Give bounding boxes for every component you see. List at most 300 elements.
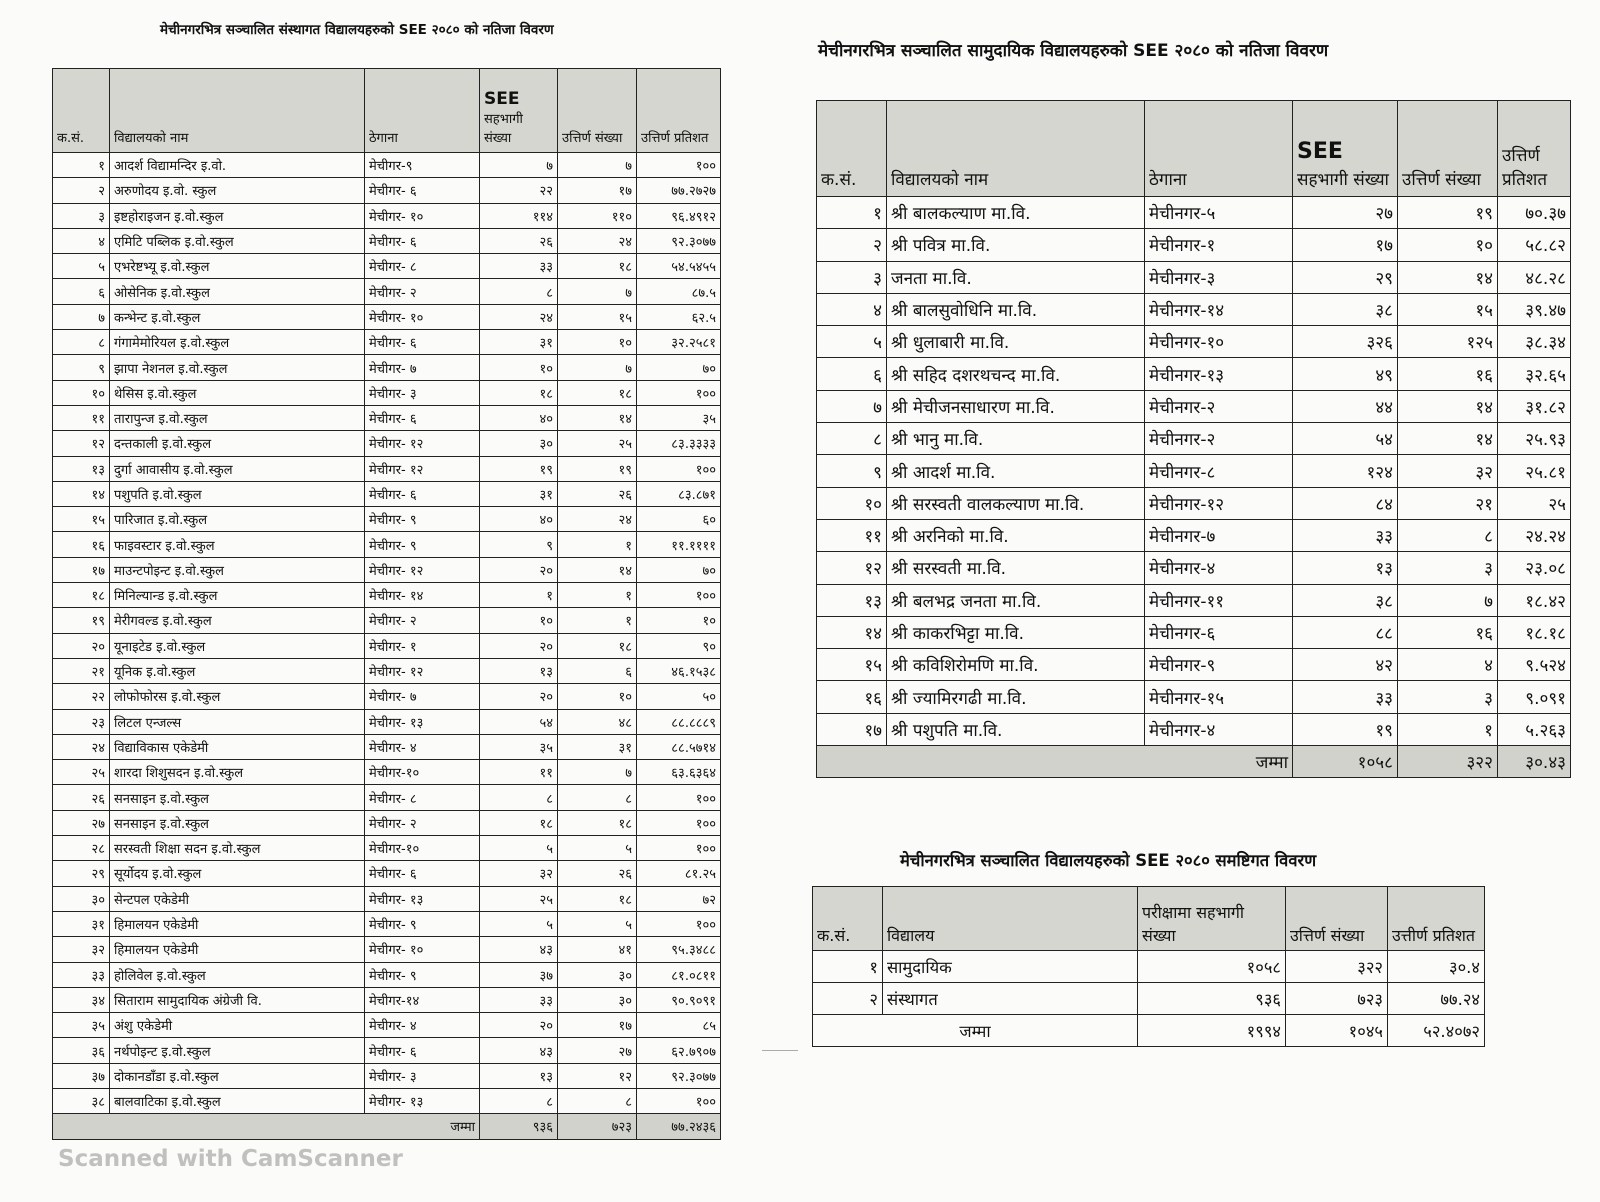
- cell-passed: ३२२: [1286, 951, 1388, 983]
- cell-passed: १९: [1398, 197, 1498, 229]
- cell-sn: १२: [53, 431, 110, 456]
- cell-sn: ५: [817, 326, 887, 358]
- cell-percent: १००: [637, 810, 721, 835]
- table-row: [53, 658, 721, 683]
- cell-passed: ८: [558, 785, 637, 810]
- cell-passed: ७: [558, 355, 637, 380]
- cell-name: श्री सरस्वती वालकल्याण मा.वि.: [887, 487, 1145, 519]
- cell-participants: ३२६: [1293, 326, 1398, 358]
- table-row: [53, 279, 721, 304]
- table-row: [53, 583, 721, 608]
- table-row: [53, 633, 721, 658]
- cell-name: सनसाइन इ.वो.स्कुल: [110, 785, 365, 810]
- cell-sn: १७: [53, 557, 110, 582]
- cell-sn: १३: [53, 456, 110, 481]
- cell-passed: १९: [558, 456, 637, 481]
- cell-name: यूनिक इ.वो.स्कुल: [110, 658, 365, 683]
- cell-percent: ५८.८२: [1498, 229, 1571, 261]
- cell-passed: ४: [1398, 649, 1498, 681]
- table-row: [53, 836, 721, 861]
- cell-name: श्री बलभद्र जनता मा.वि.: [887, 584, 1145, 616]
- cell-percent: ४६.१५३८: [637, 658, 721, 683]
- table-row: [53, 911, 721, 936]
- cell-participants: १८: [480, 810, 558, 835]
- cell-passed: १०: [558, 684, 637, 709]
- cell-participants: १२४: [1293, 455, 1398, 487]
- cell-passed: ५: [558, 911, 637, 936]
- cell-percent: ७०: [637, 355, 721, 380]
- cell-school-type: सामुदायिक: [883, 951, 1138, 983]
- cell-participants: ३१: [480, 330, 558, 355]
- cell-name: जनता मा.वि.: [887, 261, 1145, 293]
- cell-participants: ३७: [480, 962, 558, 987]
- header-participants-label: सहभागी संख्या: [484, 112, 523, 147]
- cell-address: मेचीगर- ९: [365, 532, 480, 557]
- cell-participants: १३: [480, 1063, 558, 1088]
- table-row: [53, 380, 721, 405]
- cell-passed: ४८: [558, 709, 637, 734]
- cell-sn: १०: [53, 380, 110, 405]
- header-passed: उत्तिर्ण संख्या: [1398, 101, 1498, 197]
- cell-address: मेचीगर- ६: [365, 228, 480, 253]
- table-row: [53, 304, 721, 329]
- cell-percent: २४.२४: [1498, 519, 1571, 551]
- cell-sn: १४: [53, 481, 110, 506]
- table-row: [53, 1088, 721, 1113]
- cell-percent: १००: [637, 153, 721, 178]
- cell-sn: ५: [53, 254, 110, 279]
- cell-address: मेचीनगर-२: [1145, 390, 1293, 422]
- header-participants: परीक्षामा सहभागी संख्या: [1138, 887, 1286, 951]
- table-row: [817, 649, 1571, 681]
- cell-sn: २: [817, 229, 887, 261]
- cell-passed: २५: [558, 431, 637, 456]
- cell-percent: ८१.०८११: [637, 962, 721, 987]
- cell-passed: ७: [558, 760, 637, 785]
- cell-address: मेचीनगर-११: [1145, 584, 1293, 616]
- cell-passed: ५: [558, 836, 637, 861]
- cell-percent: ३५: [637, 405, 721, 430]
- cell-sn: ४: [817, 293, 887, 325]
- table-row: [817, 229, 1571, 261]
- cell-name: दोकानडाँडा इ.वो.स्कुल: [110, 1063, 365, 1088]
- table-row: [817, 487, 1571, 519]
- divider-mark: [762, 1050, 798, 1051]
- cell-name: कन्भेन्ट इ.वो.स्कुल: [110, 304, 365, 329]
- cell-percent: ८३.८७१: [637, 481, 721, 506]
- cell-participants: ३३: [1293, 681, 1398, 713]
- cell-sn: २: [813, 983, 883, 1015]
- cell-passed: १४: [558, 405, 637, 430]
- cell-sn: २८: [53, 836, 110, 861]
- cell-participants: ११४: [480, 203, 558, 228]
- table-row: [53, 861, 721, 886]
- cell-participants: ५४: [1293, 423, 1398, 455]
- cell-passed: १५: [558, 304, 637, 329]
- table-row: [53, 456, 721, 481]
- cell-sn: ७: [53, 304, 110, 329]
- total-participants: ९३६: [480, 1114, 558, 1139]
- cell-address: मेचीनगर-१२: [1145, 487, 1293, 519]
- table-header-row: [53, 69, 721, 153]
- cell-percent: ७७.२७२७: [637, 178, 721, 203]
- header-school-name: विद्यालयको नाम: [110, 69, 365, 153]
- cell-name: श्री सरस्वती मा.वि.: [887, 552, 1145, 584]
- cell-sn: ३१: [53, 911, 110, 936]
- cell-passed: ३२: [1398, 455, 1498, 487]
- cell-sn: ३४: [53, 987, 110, 1012]
- cell-name: सेन्टपल एकेडेमी: [110, 886, 365, 911]
- cell-participants: २०: [480, 557, 558, 582]
- cell-address: मेचीगर- १२: [365, 658, 480, 683]
- cell-address: मेचीगर- १२: [365, 431, 480, 456]
- cell-passed: १: [558, 532, 637, 557]
- cell-percent: ३२.२५८१: [637, 330, 721, 355]
- cell-participants: ८४: [1293, 487, 1398, 519]
- cell-participants: २९: [1293, 261, 1398, 293]
- cell-address: मेचीनगर-१४: [1145, 293, 1293, 325]
- cell-sn: २३: [53, 709, 110, 734]
- cell-percent: ९०.९०९१: [637, 987, 721, 1012]
- cell-passed: ११०: [558, 203, 637, 228]
- table-row: [53, 1063, 721, 1088]
- cell-sn: २५: [53, 760, 110, 785]
- table-row: [53, 557, 721, 582]
- cell-passed: १: [1398, 713, 1498, 745]
- cell-participants: २०: [480, 684, 558, 709]
- header-participants: [480, 69, 558, 153]
- cell-percent: ८१.२५: [637, 861, 721, 886]
- cell-percent: १००: [637, 785, 721, 810]
- cell-name: मिनिल्यान्ड इ.वो.स्कुल: [110, 583, 365, 608]
- cell-sn: १५: [53, 507, 110, 532]
- cell-address: मेचीगर- १४: [365, 583, 480, 608]
- cell-address: मेचीगर- १३: [365, 886, 480, 911]
- total-percent: ५२.४०७२: [1388, 1015, 1485, 1047]
- cell-name: यूनाइटेड इ.वो.स्कुल: [110, 633, 365, 658]
- cell-passed: १०: [1398, 229, 1498, 261]
- table-row: [53, 405, 721, 430]
- cell-participants: ९: [480, 532, 558, 557]
- cell-name: श्री ज्यामिरगढी मा.वि.: [887, 681, 1145, 713]
- cell-sn: ३८: [53, 1088, 110, 1113]
- cell-participants: २५: [480, 886, 558, 911]
- cell-participants: ३३: [480, 987, 558, 1012]
- cell-participants: ८: [480, 1088, 558, 1113]
- cell-name: सनसाइन इ.वो.स्कुल: [110, 810, 365, 835]
- cell-address: मेचीनगर-१०: [1145, 326, 1293, 358]
- table-row: [817, 358, 1571, 390]
- cell-sn: १: [53, 153, 110, 178]
- cell-passed: ७: [1398, 584, 1498, 616]
- cell-address: मेचीगर-१४: [365, 987, 480, 1012]
- cell-address: मेचीनगर-५: [1145, 197, 1293, 229]
- cell-sn: २६: [53, 785, 110, 810]
- cell-passed: २४: [558, 507, 637, 532]
- cell-address: मेचीगर- ८: [365, 785, 480, 810]
- cell-percent: ९०: [637, 633, 721, 658]
- cell-passed: ८: [558, 1088, 637, 1113]
- cell-passed: १४: [1398, 261, 1498, 293]
- cell-participants: ४९: [1293, 358, 1398, 390]
- cell-participants: ३८: [1293, 293, 1398, 325]
- cell-percent: ६२.७९०७: [637, 1038, 721, 1063]
- cell-name: फाइवस्टार इ.वो.स्कुल: [110, 532, 365, 557]
- cell-passed: ७: [558, 279, 637, 304]
- table-row: [817, 326, 1571, 358]
- cell-address: मेचीगर- २: [365, 608, 480, 633]
- table-row: [53, 507, 721, 532]
- cell-sn: १६: [817, 681, 887, 713]
- cell-passed: २४: [558, 228, 637, 253]
- table-row: [817, 584, 1571, 616]
- cell-address: मेचीगर- १२: [365, 557, 480, 582]
- table-row: [53, 254, 721, 279]
- cell-percent: ११.११११: [637, 532, 721, 557]
- table-row: [53, 987, 721, 1012]
- cell-name: अंशु एकेडेमी: [110, 1013, 365, 1038]
- cell-name: थेसिस इ.वो.स्कुल: [110, 380, 365, 405]
- cell-percent: ९२.३०७७: [637, 1063, 721, 1088]
- cell-percent: ७०.३७: [1498, 197, 1571, 229]
- cell-participants: ५: [480, 836, 558, 861]
- cell-passed: ३०: [558, 962, 637, 987]
- cell-sn: ४: [53, 228, 110, 253]
- cell-sn: २१: [53, 658, 110, 683]
- cell-passed: १५: [1398, 293, 1498, 325]
- cell-address: मेचीगर- ३: [365, 1063, 480, 1088]
- cell-passed: १४: [558, 557, 637, 582]
- cell-name: श्री मेचीजनसाधारण मा.वि.: [887, 390, 1145, 422]
- cell-address: मेचीगर- ६: [365, 405, 480, 430]
- cell-address: मेचीगर- १०: [365, 937, 480, 962]
- cell-participants: ३०: [480, 431, 558, 456]
- cell-sn: ६: [817, 358, 887, 390]
- cell-percent: ९.५२४: [1498, 649, 1571, 681]
- cell-passed: १८: [558, 380, 637, 405]
- community-results-table: [816, 100, 1571, 778]
- cell-sn: १७: [817, 713, 887, 745]
- cell-name: दुर्गा आवासीय इ.वो.स्कुल: [110, 456, 365, 481]
- total-label: जम्मा: [817, 746, 1293, 778]
- header-sn: क.सं.: [817, 101, 887, 197]
- cell-sn: १: [817, 197, 887, 229]
- cell-name: लिटल एन्जल्स: [110, 709, 365, 734]
- table-row: [53, 1038, 721, 1063]
- table-row: [53, 532, 721, 557]
- cell-sn: १९: [53, 608, 110, 633]
- cell-participants: १९: [480, 456, 558, 481]
- cell-name: हिमालयन एकेडेमी: [110, 911, 365, 936]
- table-row: [817, 713, 1571, 745]
- cell-name: अरुणोदय इ.वो. स्कुल: [110, 178, 365, 203]
- cell-name: होलिवेल इ.वो.स्कुल: [110, 962, 365, 987]
- table-row: [53, 203, 721, 228]
- cell-sn: १३: [817, 584, 887, 616]
- cell-name: नर्थपोइन्ट इ.वो.स्कुल: [110, 1038, 365, 1063]
- institutional-title: मेचीनगरभित्र सञ्चालित संस्थागत विद्यालयहरुको SEE २०८० को नतिजा विवरण: [160, 22, 554, 38]
- total-label: जम्मा: [813, 1015, 1138, 1047]
- table-row: [53, 153, 721, 178]
- cell-percent: २३.०८: [1498, 552, 1571, 584]
- cell-participants: ८: [480, 279, 558, 304]
- cell-percent: ८३.३३३३: [637, 431, 721, 456]
- cell-sn: ८: [53, 330, 110, 355]
- cell-name: हिमालयन एकेडेमी: [110, 937, 365, 962]
- cell-percent: ५०: [637, 684, 721, 709]
- cell-name: श्री भानु मा.वि.: [887, 423, 1145, 455]
- cell-sn: ११: [817, 519, 887, 551]
- cell-percent: १००: [637, 583, 721, 608]
- cell-participants: १९: [1293, 713, 1398, 745]
- table-row: [53, 886, 721, 911]
- cell-percent: ८८.५७१४: [637, 734, 721, 759]
- cell-address: मेचीनगर-१: [1145, 229, 1293, 261]
- cell-name: श्री पशुपति मा.वि.: [887, 713, 1145, 745]
- cell-address: मेचीनगर-४: [1145, 713, 1293, 745]
- cell-participants: ४३: [480, 1038, 558, 1063]
- table-row: [53, 608, 721, 633]
- cell-percent: ६३.६३६४: [637, 760, 721, 785]
- table-row: [53, 355, 721, 380]
- cell-sn: ३: [53, 203, 110, 228]
- cell-address: मेचीगर- ७: [365, 684, 480, 709]
- cell-participants: २४: [480, 304, 558, 329]
- cell-participants: २०: [480, 633, 558, 658]
- cell-participants: ३३: [1293, 519, 1398, 551]
- cell-name: श्री बालकल्याण मा.वि.: [887, 197, 1145, 229]
- table-row: [817, 423, 1571, 455]
- header-participants: [1293, 101, 1398, 197]
- cell-percent: ३२.६५: [1498, 358, 1571, 390]
- total-participants: १९९४: [1138, 1015, 1286, 1047]
- cell-sn: २: [53, 178, 110, 203]
- total-passed: ३२२: [1398, 746, 1498, 778]
- cell-participants: ४४: [1293, 390, 1398, 422]
- cell-address: मेचीगर- २: [365, 810, 480, 835]
- cell-name: श्री आदर्श मा.वि.: [887, 455, 1145, 487]
- cell-passed: ३१: [558, 734, 637, 759]
- camscanner-watermark: Scanned with CamScanner: [58, 1146, 403, 1172]
- cell-passed: १: [558, 608, 637, 633]
- cell-sn: ३: [817, 261, 887, 293]
- total-passed: ७२३: [558, 1114, 637, 1139]
- cell-passed: १७: [558, 178, 637, 203]
- cell-name: श्री बालसुवोधिनि मा.वि.: [887, 293, 1145, 325]
- cell-school-type: संस्थागत: [883, 983, 1138, 1015]
- cell-participants: ९३६: [1138, 983, 1286, 1015]
- cell-percent: ३०.४: [1388, 951, 1485, 983]
- table-row: [53, 228, 721, 253]
- cell-address: मेचीगर- ६: [365, 178, 480, 203]
- cell-percent: ७२: [637, 886, 721, 911]
- cell-name: सरस्वती शिक्षा सदन इ.वो.स्कुल: [110, 836, 365, 861]
- cell-passed: ४१: [558, 937, 637, 962]
- header-percent: उत्तीर्ण प्रतिशत: [1388, 887, 1485, 951]
- cell-sn: ३२: [53, 937, 110, 962]
- cell-name: दन्तकाली इ.वो.स्कुल: [110, 431, 365, 456]
- cell-participants: ८८: [1293, 616, 1398, 648]
- cell-address: मेचीगर- ४: [365, 1013, 480, 1038]
- header-percent: उत्तिर्ण प्रतिशत: [1498, 101, 1571, 197]
- cell-percent: ७७.२४: [1388, 983, 1485, 1015]
- cell-address: मेचीगर- १: [365, 633, 480, 658]
- header-school-name: विद्यालयको नाम: [887, 101, 1145, 197]
- cell-percent: ३१.८२: [1498, 390, 1571, 422]
- cell-percent: ९६.४९१२: [637, 203, 721, 228]
- header-participants-top: SEE: [1297, 139, 1343, 165]
- table-row: [53, 734, 721, 759]
- cell-percent: ९२.३०७७: [637, 228, 721, 253]
- table-row: [817, 519, 1571, 551]
- cell-sn: ६: [53, 279, 110, 304]
- cell-address: मेचीनगर-४: [1145, 552, 1293, 584]
- cell-name: पशुपति इ.वो.स्कुल: [110, 481, 365, 506]
- cell-sn: ७: [817, 390, 887, 422]
- cell-sn: १५: [817, 649, 887, 681]
- cell-sn: २२: [53, 684, 110, 709]
- cell-participants: १०: [480, 355, 558, 380]
- cell-passed: ७२३: [1286, 983, 1388, 1015]
- cell-sn: ९: [817, 455, 887, 487]
- cell-name: तारापुन्ज इ.वो.स्कुल: [110, 405, 365, 430]
- cell-participants: ५४: [480, 709, 558, 734]
- table-row: [817, 455, 1571, 487]
- cell-name: श्री अरनिको मा.वि.: [887, 519, 1145, 551]
- cell-name: श्री धुलाबारी मा.वि.: [887, 326, 1145, 358]
- cell-participants: २६: [480, 228, 558, 253]
- cell-sn: १६: [53, 532, 110, 557]
- cell-name: आदर्श विद्यामन्दिर इ.वो.: [110, 153, 365, 178]
- table-row: [53, 1013, 721, 1038]
- cell-passed: ७: [558, 153, 637, 178]
- cell-percent: ८५: [637, 1013, 721, 1038]
- cell-address: मेचीनगर-१३: [1145, 358, 1293, 390]
- cell-address: मेचीगर- ६: [365, 481, 480, 506]
- cell-passed: १८: [558, 633, 637, 658]
- cell-percent: ३९.४७: [1498, 293, 1571, 325]
- cell-participants: २०: [480, 1013, 558, 1038]
- cell-name: मेरीगवल्ड इ.वो.स्कुल: [110, 608, 365, 633]
- cell-address: मेचीनगर-१५: [1145, 681, 1293, 713]
- cell-participants: २७: [1293, 197, 1398, 229]
- cell-passed: १४: [1398, 423, 1498, 455]
- cell-passed: १८: [558, 254, 637, 279]
- cell-address: मेचीगर- २: [365, 279, 480, 304]
- cell-passed: १६: [1398, 358, 1498, 390]
- cell-participants: १०: [480, 608, 558, 633]
- cell-sn: ३०: [53, 886, 110, 911]
- cell-sn: ३७: [53, 1063, 110, 1088]
- cell-address: मेचीगर- १०: [365, 203, 480, 228]
- header-address: ठेगाना: [1145, 101, 1293, 197]
- cell-passed: २७: [558, 1038, 637, 1063]
- cell-sn: १: [813, 951, 883, 983]
- cell-participants: ७: [480, 153, 558, 178]
- cell-passed: ३: [1398, 681, 1498, 713]
- institutional-results-table: [52, 68, 721, 1140]
- cell-participants: ३२: [480, 861, 558, 886]
- cell-percent: १८.४२: [1498, 584, 1571, 616]
- cell-name: झापा नेशनल इ.वो.स्कुल: [110, 355, 365, 380]
- total-row: [817, 746, 1571, 778]
- cell-name: पारिजात इ.वो.स्कुल: [110, 507, 365, 532]
- cell-participants: ३५: [480, 734, 558, 759]
- header-address: ठेगाना: [365, 69, 480, 153]
- cell-percent: १०: [637, 608, 721, 633]
- cell-percent: २५: [1498, 487, 1571, 519]
- cell-name: लोफोफोरस इ.वो.स्कुल: [110, 684, 365, 709]
